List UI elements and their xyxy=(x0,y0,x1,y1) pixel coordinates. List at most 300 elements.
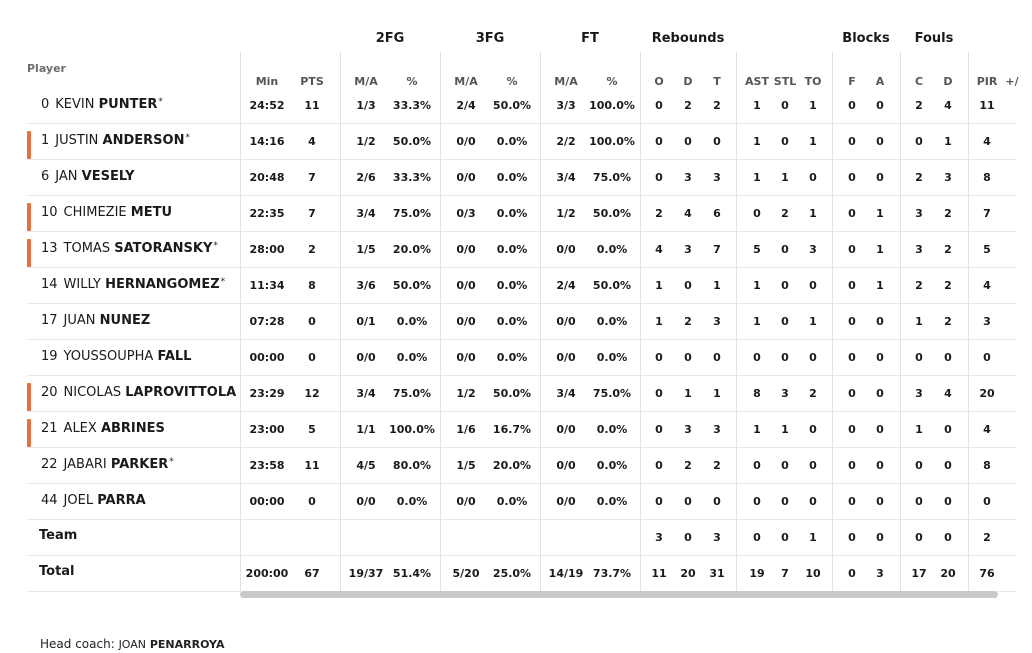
stat-cell: 1 xyxy=(684,387,692,400)
stat-cell: 23:29 xyxy=(249,387,285,400)
stat-cell: 3 xyxy=(713,531,721,544)
stat-cell: 50.0% xyxy=(392,135,432,148)
stat-cell: 3 xyxy=(713,171,721,184)
player-number: 21 xyxy=(41,421,58,436)
stat-cell: 0 xyxy=(655,351,663,364)
stat-cell: 5 xyxy=(983,243,991,256)
stat-cell: 7 xyxy=(308,207,316,220)
stat-cell: 0 xyxy=(809,351,817,364)
stat-cell: 3 xyxy=(876,567,884,580)
column-header-2[interactable]: M/A xyxy=(354,75,378,88)
column-header-19[interactable]: +/ xyxy=(1005,75,1019,88)
stat-cell: 8 xyxy=(983,171,991,184)
stat-cell: 0 xyxy=(655,171,663,184)
player-first-name: JUAN xyxy=(63,313,96,328)
stat-cell: 4 xyxy=(308,135,316,148)
stat-cell: 0 xyxy=(684,279,692,292)
stat-cell: 76 xyxy=(979,567,995,580)
stat-cell: 0 xyxy=(684,135,692,148)
stat-cell: 0.0% xyxy=(496,243,528,256)
stat-cell: 0 xyxy=(781,351,789,364)
player-name[interactable] xyxy=(41,385,237,400)
stat-cell: 0 xyxy=(848,567,856,580)
stat-cell: 24:52 xyxy=(249,99,285,112)
player-number: 0 xyxy=(41,97,50,112)
stat-cell: 19/37 xyxy=(348,567,384,580)
stat-cell: 16.7% xyxy=(492,423,532,436)
stat-cell: 50.0% xyxy=(592,207,632,220)
stat-cell: 2 xyxy=(944,279,952,292)
stat-cell: 4/5 xyxy=(356,459,376,472)
stat-cell: 2 xyxy=(684,99,692,112)
stat-cell: 0 xyxy=(983,351,991,364)
player-name[interactable] xyxy=(41,241,218,256)
stat-cell: 0 xyxy=(684,495,692,508)
stat-cell: 0 xyxy=(809,279,817,292)
stat-cell: 0.0% xyxy=(496,135,528,148)
stat-cell: 3/4 xyxy=(556,171,576,184)
player-row[interactable] xyxy=(27,267,1016,304)
stat-cell: 4 xyxy=(983,279,991,292)
player-name[interactable] xyxy=(41,349,192,364)
stat-cell: 0 xyxy=(915,351,923,364)
head-coach-label: Head coach: xyxy=(40,637,115,651)
column-header-5[interactable]: % xyxy=(506,75,518,88)
stat-cell: 0 xyxy=(848,207,856,220)
stat-cell: 20 xyxy=(979,387,995,400)
stat-cell: 0 xyxy=(848,279,856,292)
stat-cell: 2/4 xyxy=(456,99,476,112)
stat-cell: 0/0 xyxy=(456,243,476,256)
stat-cell: 1 xyxy=(944,135,952,148)
stat-cell: 2/2 xyxy=(556,135,576,148)
stat-cell: 4 xyxy=(983,135,991,148)
stat-cell: 50.0% xyxy=(392,279,432,292)
stat-cell: 17 xyxy=(911,567,927,580)
stat-cell: 0.0% xyxy=(396,351,428,364)
stat-cell: 100.0% xyxy=(589,135,635,148)
stat-cell: 0 xyxy=(848,423,856,436)
stat-cell: 0 xyxy=(753,495,761,508)
stat-cell: 20:48 xyxy=(249,171,285,184)
stat-cell: 0 xyxy=(915,531,923,544)
stat-cell: 14/19 xyxy=(548,567,584,580)
player-first-name: ALEX xyxy=(63,421,97,436)
stat-cell: 1 xyxy=(753,135,761,148)
stat-cell: 1 xyxy=(809,207,817,220)
stat-cell: 2 xyxy=(713,459,721,472)
stat-cell: 3 xyxy=(713,423,721,436)
stat-cell: 1 xyxy=(655,279,663,292)
stat-cell: 0 xyxy=(809,459,817,472)
player-row[interactable] xyxy=(27,447,1016,484)
stat-cell: 3/4 xyxy=(356,207,376,220)
stat-cell: 0 xyxy=(876,315,884,328)
player-row[interactable] xyxy=(27,195,1016,232)
stat-cell: 0.0% xyxy=(596,459,628,472)
stat-cell: 3/4 xyxy=(356,387,376,400)
stat-cell: 0/0 xyxy=(556,495,576,508)
stat-cell: 0 xyxy=(848,99,856,112)
stat-cell: 1 xyxy=(809,315,817,328)
player-last-name: FALL xyxy=(157,349,192,364)
stat-cell: 1/2 xyxy=(456,387,476,400)
stat-cell: 0/1 xyxy=(356,315,376,328)
stat-cell: 0.0% xyxy=(496,351,528,364)
stat-cell: 0 xyxy=(684,531,692,544)
stat-cell: 1 xyxy=(655,315,663,328)
stat-cell: 0/0 xyxy=(456,495,476,508)
group-header-ft: FT xyxy=(581,31,599,46)
stat-cell: 0/0 xyxy=(556,351,576,364)
column-header-9[interactable]: D xyxy=(683,75,693,88)
stat-cell: 0 xyxy=(876,495,884,508)
player-name[interactable] xyxy=(41,205,173,220)
stat-cell: 00:00 xyxy=(249,351,285,364)
player-row[interactable] xyxy=(27,483,1016,520)
column-header-7[interactable]: % xyxy=(606,75,618,88)
stat-cell: 1 xyxy=(781,171,789,184)
player-row[interactable] xyxy=(27,339,1016,376)
stat-cell: 51.4% xyxy=(392,567,432,580)
player-row[interactable] xyxy=(27,123,1016,160)
stat-cell: 3 xyxy=(915,207,923,220)
stat-cell: 75.0% xyxy=(592,171,632,184)
stat-cell: 20.0% xyxy=(492,459,532,472)
player-column-header: Player xyxy=(27,62,66,75)
stat-cell: 1/2 xyxy=(356,135,376,148)
stat-cell: 0.0% xyxy=(596,351,628,364)
stat-cell: 0 xyxy=(848,171,856,184)
stat-cell: 3 xyxy=(915,387,923,400)
stat-cell: 0 xyxy=(655,459,663,472)
stat-cell: 0 xyxy=(876,351,884,364)
stat-cell: 1/5 xyxy=(356,243,376,256)
stat-cell: 0.0% xyxy=(396,315,428,328)
stat-cell: 0 xyxy=(944,351,952,364)
stat-cell: 0 xyxy=(944,531,952,544)
player-first-name: YOUSSOUPHA xyxy=(63,349,154,364)
player-first-name: JAN xyxy=(55,169,78,184)
total-row-label: Total xyxy=(39,564,75,579)
stat-cell: 3 xyxy=(684,171,692,184)
stat-cell: 0.0% xyxy=(496,171,528,184)
player-first-name: TOMAS xyxy=(63,241,111,256)
player-number: 6 xyxy=(41,169,50,184)
stat-cell: 0.0% xyxy=(396,495,428,508)
stat-cell: 0 xyxy=(809,171,817,184)
stat-cell: 3/3 xyxy=(556,99,576,112)
stat-cell: 2 xyxy=(915,99,923,112)
stat-cell: 75.0% xyxy=(392,207,432,220)
player-number: 44 xyxy=(41,493,58,508)
stat-cell: 4 xyxy=(944,387,952,400)
stat-cell: 3/4 xyxy=(556,387,576,400)
stat-cell: 2 xyxy=(944,243,952,256)
group-header-rebounds: Rebounds xyxy=(651,31,725,46)
stat-cell: 1 xyxy=(915,423,923,436)
stat-cell: 75.0% xyxy=(392,387,432,400)
player-first-name: JOEL xyxy=(63,493,94,508)
stat-cell: 20 xyxy=(940,567,956,580)
horizontal-scrollbar[interactable] xyxy=(240,591,998,598)
starter-mark: * xyxy=(169,457,174,467)
stat-cell: 1/6 xyxy=(456,423,476,436)
stat-cell: 2 xyxy=(684,315,692,328)
starter-mark: * xyxy=(185,133,190,143)
stat-cell: 0 xyxy=(876,99,884,112)
player-name[interactable] xyxy=(41,457,174,472)
stat-cell: 0 xyxy=(848,495,856,508)
stat-cell: 0 xyxy=(684,351,692,364)
stat-cell: 4 xyxy=(944,99,952,112)
stat-cell: 7 xyxy=(713,243,721,256)
stat-cell: 0 xyxy=(655,135,663,148)
stat-cell: 0/0 xyxy=(356,495,376,508)
stat-cell: 0 xyxy=(781,459,789,472)
stat-cell: 07:28 xyxy=(249,315,285,328)
stat-cell: 0 xyxy=(781,135,789,148)
stat-cell: 0 xyxy=(876,423,884,436)
player-row[interactable] xyxy=(27,159,1016,196)
stat-cell: 3 xyxy=(983,315,991,328)
stat-cell: 0/0 xyxy=(356,351,376,364)
player-last-name: PARRA xyxy=(97,493,146,508)
stat-cell: 0 xyxy=(944,495,952,508)
player-name[interactable] xyxy=(41,133,190,148)
stat-cell: 0/0 xyxy=(556,459,576,472)
column-header-0[interactable]: Min xyxy=(255,75,279,88)
column-header-12[interactable]: STL xyxy=(773,75,797,88)
stat-cell: 0 xyxy=(915,495,923,508)
stat-cell: 1/1 xyxy=(356,423,376,436)
column-header-1[interactable]: PTS xyxy=(300,75,324,88)
stat-cell: 0 xyxy=(848,531,856,544)
group-header-blocks: Blocks xyxy=(842,31,890,46)
stat-cell: 0 xyxy=(753,351,761,364)
stat-cell: 3/6 xyxy=(356,279,376,292)
stat-cell: 0 xyxy=(655,387,663,400)
stat-cell: 0 xyxy=(308,351,316,364)
stat-cell: 2 xyxy=(915,279,923,292)
stat-cell: 0 xyxy=(848,459,856,472)
column-header-6[interactable]: M/A xyxy=(554,75,578,88)
player-row[interactable] xyxy=(27,375,1016,412)
player-last-name: NUNEZ xyxy=(99,313,151,328)
stat-cell: 0 xyxy=(655,423,663,436)
stat-cell: 2 xyxy=(944,207,952,220)
stat-cell: 0 xyxy=(713,495,721,508)
player-name[interactable] xyxy=(41,313,151,328)
player-first-name: JUSTIN xyxy=(55,133,99,148)
stat-cell: 0 xyxy=(308,315,316,328)
stat-cell: 0 xyxy=(809,423,817,436)
stat-cell: 0/0 xyxy=(456,171,476,184)
stat-cell: 1 xyxy=(753,423,761,436)
player-name[interactable] xyxy=(41,97,163,112)
group-header-3fg: 3FG xyxy=(475,31,505,46)
player-row[interactable] xyxy=(27,87,1016,124)
stat-cell: 0 xyxy=(848,243,856,256)
player-name[interactable] xyxy=(41,169,136,184)
stat-cell: 20 xyxy=(680,567,696,580)
stat-cell: 11:34 xyxy=(249,279,285,292)
stat-cell: 0/3 xyxy=(456,207,476,220)
stat-cell: 0 xyxy=(848,351,856,364)
stat-cell: 2/6 xyxy=(356,171,376,184)
column-header-17[interactable]: D xyxy=(943,75,953,88)
stat-cell: 1 xyxy=(809,135,817,148)
stat-cell: 0.0% xyxy=(596,423,628,436)
stat-cell: 2 xyxy=(684,459,692,472)
player-first-name: KEVIN xyxy=(55,97,95,112)
player-row[interactable] xyxy=(27,411,1016,448)
stat-cell: 3 xyxy=(944,171,952,184)
player-number: 14 xyxy=(41,277,58,292)
player-number: 20 xyxy=(41,385,58,400)
stat-cell: 0 xyxy=(308,495,316,508)
column-header-14[interactable]: F xyxy=(848,75,856,88)
player-last-name: SATORANSKY xyxy=(114,241,213,256)
stat-cell: 2 xyxy=(655,207,663,220)
stat-cell: 0/0 xyxy=(556,243,576,256)
player-name[interactable] xyxy=(41,493,147,508)
stat-cell: 0 xyxy=(713,135,721,148)
stat-cell: 100.0% xyxy=(589,99,635,112)
stat-cell: 0 xyxy=(876,135,884,148)
stat-cell: 0 xyxy=(753,531,761,544)
team-row-label: Team xyxy=(39,528,78,543)
stat-cell: 0.0% xyxy=(596,315,628,328)
stat-cell: 0 xyxy=(915,459,923,472)
stat-cell: 0 xyxy=(848,315,856,328)
substitution-marker xyxy=(27,131,31,159)
stat-cell: 31 xyxy=(709,567,725,580)
stat-cell: 0 xyxy=(713,351,721,364)
total-row xyxy=(27,555,1016,592)
column-header-11[interactable]: AST xyxy=(745,75,769,88)
stat-cell: 14:16 xyxy=(249,135,285,148)
stat-cell: 28:00 xyxy=(249,243,285,256)
group-header-2fg: 2FG xyxy=(375,31,405,46)
stat-cell: 23:58 xyxy=(249,459,285,472)
stat-cell: 0/0 xyxy=(556,423,576,436)
stat-cell: 0 xyxy=(944,423,952,436)
team-row xyxy=(27,519,1016,556)
stat-cell: 0 xyxy=(876,387,884,400)
player-row[interactable] xyxy=(27,303,1016,340)
stat-cell: 0 xyxy=(655,495,663,508)
stat-cell: 200:00 xyxy=(245,567,289,580)
stat-cell: 8 xyxy=(753,387,761,400)
stat-cell: 5 xyxy=(753,243,761,256)
player-row[interactable] xyxy=(27,231,1016,268)
stat-cell: 0 xyxy=(876,531,884,544)
player-number: 22 xyxy=(41,457,58,472)
player-last-name: VESELY xyxy=(81,169,135,184)
stat-cell: 5/20 xyxy=(452,567,480,580)
stat-cell: 50.0% xyxy=(592,279,632,292)
stat-cell: 2 xyxy=(308,243,316,256)
column-header-10[interactable]: T xyxy=(713,75,721,88)
column-header-16[interactable]: C xyxy=(914,75,924,88)
player-name[interactable] xyxy=(41,421,166,436)
player-name[interactable] xyxy=(41,277,225,292)
substitution-marker xyxy=(27,239,31,267)
stat-cell: 2 xyxy=(713,99,721,112)
stat-cell: 1 xyxy=(753,315,761,328)
stat-cell: 1 xyxy=(753,99,761,112)
stat-cell: 3 xyxy=(684,243,692,256)
stat-cell: 0.0% xyxy=(496,207,528,220)
stat-cell: 0 xyxy=(781,495,789,508)
stat-cell: 100.0% xyxy=(389,423,435,436)
stat-cell: 8 xyxy=(308,279,316,292)
stat-cell: 0.0% xyxy=(496,279,528,292)
player-last-name: HERNANGOMEZ xyxy=(105,277,220,292)
substitution-marker xyxy=(27,383,31,411)
stat-cell: 50.0% xyxy=(492,99,532,112)
stat-cell: 11 xyxy=(979,99,995,112)
stat-cell: 11 xyxy=(304,99,320,112)
column-header-18[interactable]: PIR xyxy=(976,75,998,88)
stat-cell: 1 xyxy=(809,531,817,544)
stat-cell: 3 xyxy=(809,243,817,256)
column-header-13[interactable]: TO xyxy=(804,75,822,88)
stat-cell: 1 xyxy=(876,243,884,256)
stat-cell: 0/0 xyxy=(456,135,476,148)
stat-cell: 3 xyxy=(684,423,692,436)
stat-cell: 67 xyxy=(304,567,320,580)
player-last-name: LAPROVITTOLA xyxy=(125,385,237,400)
stat-cell: 0 xyxy=(753,459,761,472)
stat-cell: 0 xyxy=(876,171,884,184)
stat-cell: 80.0% xyxy=(392,459,432,472)
player-last-name: ABRINES xyxy=(100,421,165,436)
column-header-3[interactable]: % xyxy=(406,75,418,88)
stat-cell: 1 xyxy=(713,279,721,292)
stat-cell: 1 xyxy=(876,207,884,220)
stat-cell: 2 xyxy=(809,387,817,400)
stat-cell: 1 xyxy=(781,423,789,436)
stat-cell: 00:00 xyxy=(249,495,285,508)
stat-cell: 0 xyxy=(781,243,789,256)
stat-cell: 75.0% xyxy=(592,387,632,400)
stat-cell: 1/3 xyxy=(356,99,376,112)
stat-cell: 1/5 xyxy=(456,459,476,472)
stat-cell: 0/0 xyxy=(456,351,476,364)
head-coach-line xyxy=(40,637,224,651)
stat-cell: 3 xyxy=(713,315,721,328)
stat-cell: 0 xyxy=(753,207,761,220)
stat-cell: 0/0 xyxy=(456,279,476,292)
stat-cell: 3 xyxy=(915,243,923,256)
stat-cell: 6 xyxy=(713,207,721,220)
column-header-15[interactable]: A xyxy=(875,75,885,88)
player-last-name: METU xyxy=(130,205,173,220)
head-coach-first-name: JOAN xyxy=(118,638,147,651)
stat-cell: 0 xyxy=(944,459,952,472)
stat-cell: 33.3% xyxy=(392,99,432,112)
stat-cell: 11 xyxy=(304,459,320,472)
starter-mark: * xyxy=(158,97,163,107)
column-header-4[interactable]: M/A xyxy=(454,75,478,88)
stat-cell: 1/2 xyxy=(556,207,576,220)
player-first-name: JABARI xyxy=(63,457,107,472)
column-header-8[interactable]: O xyxy=(654,75,664,88)
stat-cell: 3 xyxy=(781,387,789,400)
stat-cell: 0 xyxy=(876,459,884,472)
